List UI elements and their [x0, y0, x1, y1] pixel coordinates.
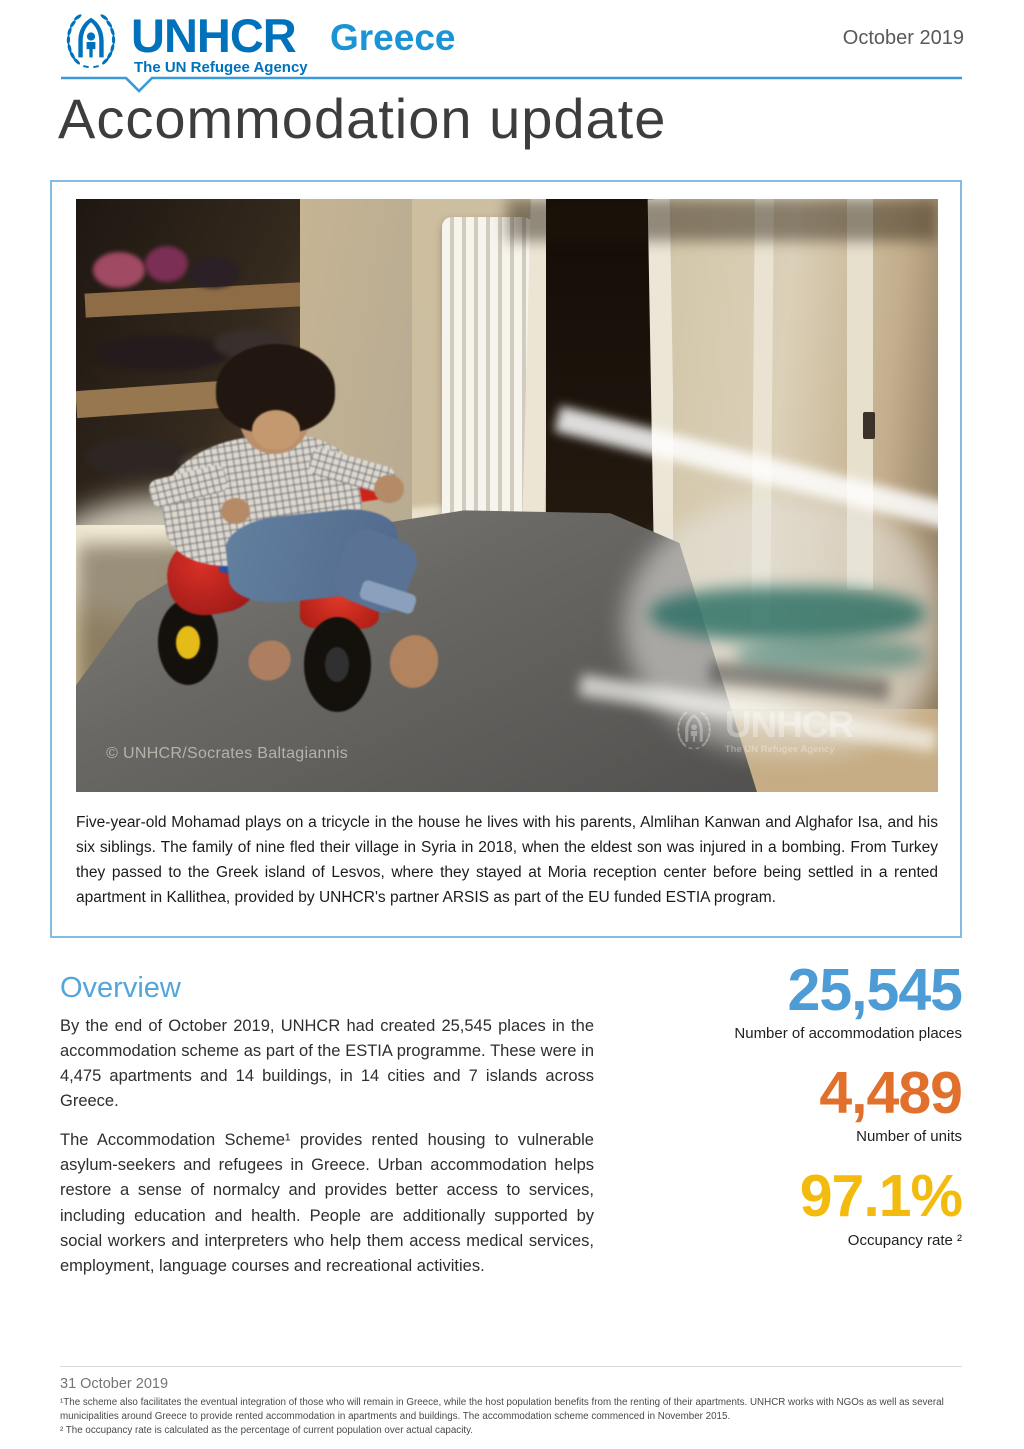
- unhcr-watermark-emblem-icon: [671, 707, 717, 755]
- stat-label: Number of units: [856, 1128, 962, 1146]
- watermark-tagline: The UN Refugee Agency: [724, 744, 835, 755]
- stat-occupancy-rate: [602, 1163, 962, 1249]
- photo-watermark: [671, 706, 854, 755]
- photo-caption: Five-year-old Mohamad plays on a tricycle in the house he lives with his parents, Almlihan Kanwan and Alghafor Isa, and his six siblings. The family of nine fled their village in Syria in 2018, when the eldest son was injured in a bombing. From Turkey they passed to the Greek island of Lesvos, where they stayed at Moria reception center before being settled in a rented apartment in Kallithea, provided by UNHCR's partner ARSIS as part of the EU funded ESTIA program.: [76, 814, 938, 907]
- child-hand: [374, 475, 403, 502]
- overview-paragraph: The Accommodation Scheme¹ provides rented housing to vulnerable asylum-seekers and refugees in Greece. Urban accommodation helps restore a sense of normalcy and provides better access to services, including education and health. People are additionally supported by social workers and interpreters who help them access medical services, employment, language courses and recreational activities.: [60, 1131, 594, 1275]
- child-hand: [221, 498, 250, 524]
- stat-label: Occupancy rate ²: [847, 1231, 962, 1249]
- blur-teal-bar: [650, 587, 925, 641]
- overview-paragraph: By the end of October 2019, UNHCR had created 25,545 places in the accommodation scheme as part of the ESTIA programme. These were in 4,475 apartments and 14 buildings, in 14 cities and 7 islands across Greece.: [60, 1017, 594, 1111]
- tricycle-rear-hub: [176, 626, 200, 659]
- footnote-2: ² The occupancy rate is calculated as the percentage of current population over actual capacity.: [60, 1424, 473, 1436]
- stat-value: 25,545: [787, 957, 962, 1023]
- footer-date: 31 October 2019: [60, 1376, 169, 1392]
- org-name: UNHCR: [131, 9, 296, 62]
- overview-body: [60, 1014, 594, 1293]
- issue-date: October 2019: [842, 27, 964, 49]
- stat-units: [602, 1060, 962, 1146]
- stat-label: Number of accommodation places: [734, 1025, 962, 1043]
- photo-illustration: [76, 199, 938, 792]
- page-title: Accommodation update: [58, 87, 667, 150]
- stat-value: 97.1%: [799, 1163, 962, 1230]
- watermark-org: UNHCR: [724, 704, 854, 745]
- footer-divider: [60, 1366, 962, 1367]
- footnotes: [60, 1396, 962, 1438]
- footnote-1: ¹The scheme also facilitates the eventual integration of those who will remain in Greece, while the host population benefits from the renting of their apartments. UNHCR works with NGOs as well as several municipalities around Greece to provide rented accommodation in apartments and buildings. The accommodation scheme commenced in November 2015.: [60, 1397, 944, 1422]
- child-foot: [242, 633, 298, 687]
- photo-frame: [50, 180, 962, 938]
- org-tagline: The UN Refugee Agency: [134, 59, 308, 76]
- unhcr-emblem-logo: [58, 8, 124, 76]
- overview-heading: Overview: [60, 972, 181, 1004]
- child-foot: [384, 630, 444, 693]
- statistics-panel: [602, 957, 962, 1270]
- stat-value: 4,489: [819, 1060, 962, 1127]
- stat-accommodation-places: [602, 957, 962, 1043]
- child-face-lower: [252, 410, 300, 450]
- photo-credit: © UNHCR/Socrates Baltagiannis: [106, 744, 349, 762]
- country-label: Greece: [330, 17, 456, 58]
